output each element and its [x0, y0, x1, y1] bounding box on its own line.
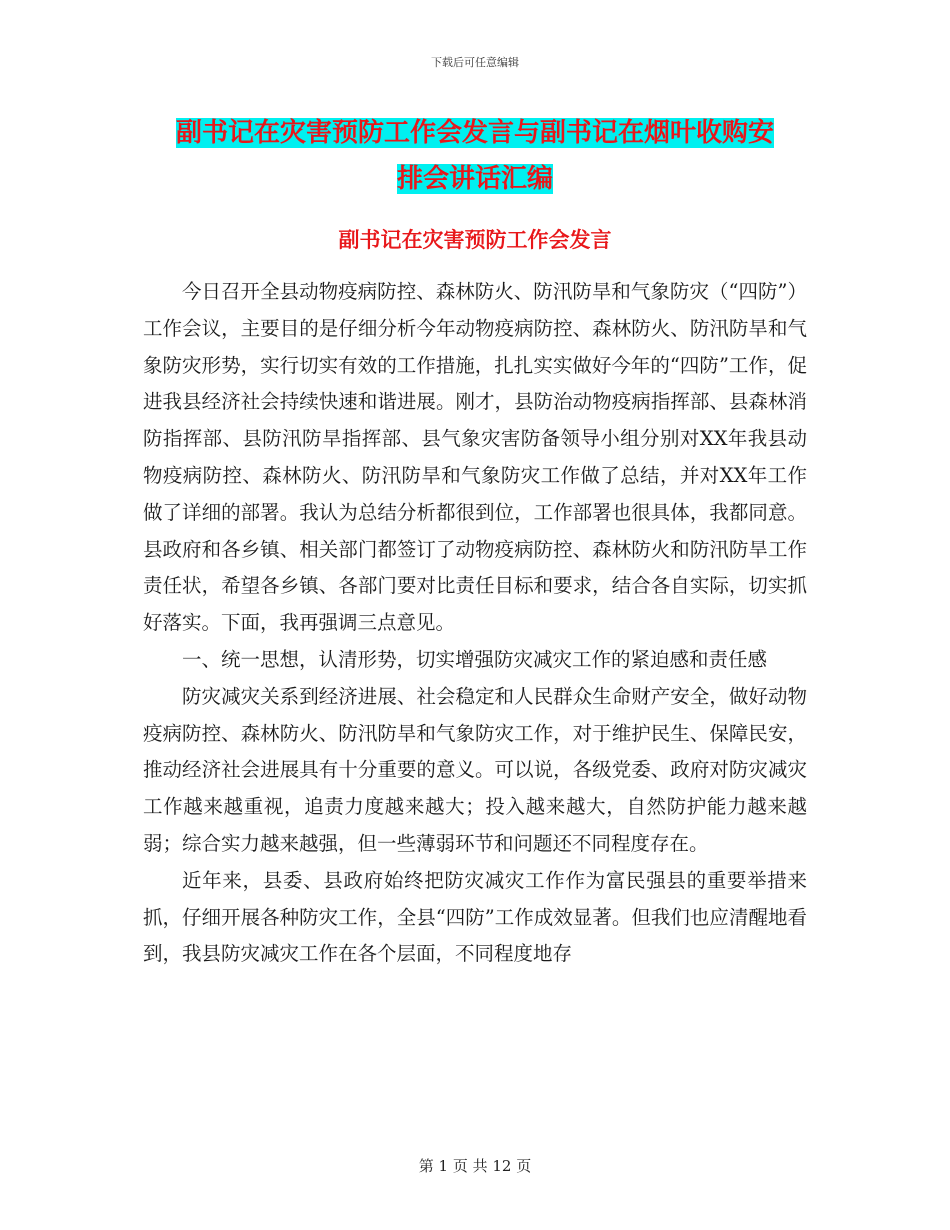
paragraph-recent-years: 近年来，县委、县政府始终把防灾减灾工作作为富民强县的重要举措来抓，仔细开展各种防灾工作，全县“四防”工作成效显著。但我们也应清醒地看到，我县防灾减灾工作在各个层面，不同程度地存: [143, 868, 807, 966]
document-title: [145, 110, 805, 202]
document-title-line-2: 排会讲话汇编: [396, 164, 553, 194]
header-note: 下载后可任意编辑: [431, 56, 519, 69]
page-footer: 第 1 页 共 12 页: [418, 1157, 532, 1175]
paragraph-heading-one: 一、统一思想，认清形势，切实增强防灾减灾工作的紧迫感和责任感: [182, 647, 768, 671]
body-text: [143, 274, 807, 973]
paragraph-significance: 防灾减灾关系到经济进展、社会稳定和人民群众生命财产安全，做好动物疫病防控、森林防火、防汛防旱和气象防灾工作，对于维护民生、保障民安，推动经济社会进展具有十分重要的意义。可以说，各级党委、政府对防灾减灾工作越来越重视，追责力度越来越大；投入越来越大，自然防护能力越来越弱；综合实力越来越强，但一些薄弱环节和问题还不同程度存在。: [143, 684, 807, 855]
document-title-line-1: 副书记在灾害预防工作会发言与副书记在烟叶收购安: [175, 118, 774, 148]
section-title: 副书记在灾害预防工作会发言: [338, 228, 612, 252]
paragraph-intro: 今日召开全县动物疫病防控、森林防火、防汛防旱和气象防灾（“四防”）工作会议，主要目的是仔细分析今年动物疫病防控、森林防火、防汛防旱和气象防灾形势，实行切实有效的工作措施，扎扎实实做好今年的“四防”工作，促进我县经济社会持续快速和谐进展。刚才，县防治动物疫病指挥部、县森林消防指挥部、县防汛防旱指挥部、县气象灾害防备领导小组分别对XX年我县动物疫病防控、森林防火、防汛防旱和气象防灾工作做了总结，并对XX年工作做了详细的部署。我认为总结分析都很到位，工作部署也很具体，我都同意。县政府和各乡镇、相关部门都签订了动物疫病防控、森林防火和防汛防旱工作责任状，希望各乡镇、各部门要对比责任目标和要求，结合各自实际，切实抓好落实。下面，我再强调三点意见。: [143, 280, 807, 635]
